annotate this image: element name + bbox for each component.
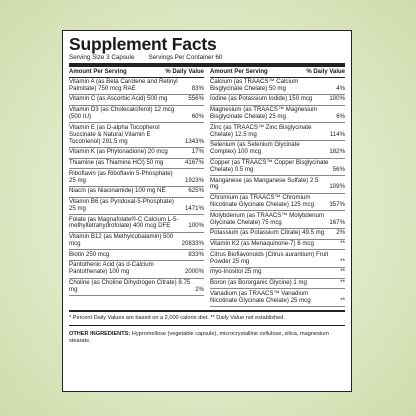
serving-info (69, 54, 345, 61)
nutrient-row (69, 233, 204, 251)
nutrient-name: Pantothenic Acid (as d-Calcium Pantothenate) 100 mg (69, 261, 154, 276)
other-ingredients-text: Hypromellose (vegetable capsule), microcrystalline cellulose, silica, magnesium stearate. (69, 330, 329, 344)
nutrient-row (69, 198, 204, 216)
nutrient-row (69, 148, 204, 159)
nutrient-row (210, 106, 345, 124)
nutrient-daily-value: 2% (336, 229, 345, 237)
nutrient-row (69, 123, 204, 148)
nutrient-daily-value: 357% (329, 201, 345, 209)
panel-title: Supplement Facts (69, 34, 217, 54)
nutrient-daily-value: 625% (188, 187, 204, 195)
nutrient-name: Iodine (as Potassium Iodide) 150 mcg (210, 95, 313, 103)
nutrient-row (210, 268, 345, 279)
nutrient-daily-value: 17% (191, 148, 204, 156)
nutrient-daily-value: 2000% (185, 268, 204, 276)
nutrient-name: Vitamin K (as Phytonadione) 20 mcg (69, 148, 168, 156)
nutrient-name: Vitamin B6 (as Pyridoxal-5-Phosphate) 25 mg (69, 197, 174, 212)
nutrient-name: Vitamin C (as Ascorbic Acid) 500 mg (69, 95, 168, 103)
nutrient-row (69, 78, 204, 96)
nutrient-daily-value: 109% (329, 183, 345, 191)
nutrient-row (69, 106, 204, 124)
nutrient-name: Biotin 250 mcg (69, 250, 110, 258)
nutrient-name: Riboflavin (as Riboflavin 5-Phosphate) 25 mg (69, 169, 173, 184)
nutrient-daily-value: ** (340, 268, 345, 276)
nutrient-row (210, 176, 345, 194)
left-column (69, 67, 204, 307)
nutrient-row (210, 123, 345, 141)
nutrient-daily-value: 4167% (185, 158, 204, 166)
left-nutrient-list (69, 78, 204, 297)
nutrient-row (210, 194, 345, 212)
nutrient-name: Citrus Bioflavonoids (Citrus aurantium) Fruit Powder 25 mg (210, 250, 329, 265)
nutrient-daily-value: 60% (191, 113, 204, 121)
nutrient-daily-value: ** (340, 278, 345, 286)
nutrient-daily-value: 2% (195, 285, 204, 293)
nutrient-daily-value: 1471% (185, 204, 204, 212)
right-nutrient-list (210, 78, 345, 307)
nutrient-daily-value: 20833% (181, 240, 204, 248)
supplement-facts-panel (62, 30, 352, 392)
nutrient-daily-value: 6% (336, 113, 345, 121)
nutrient-daily-value: 556% (188, 95, 204, 103)
right-column (210, 67, 345, 307)
nutrient-name: Choline (as Choline Dihydrogen Citrate) 8.75 mg (69, 278, 191, 293)
nutrient-row (210, 141, 345, 159)
nutrient-name: Copper (as TRAACS™ Copper Bisglycinate Chelate) 0.5 mg (210, 158, 329, 173)
nutrient-name: Selenium (as Selenium Glycinate Complex) 100 mcg (210, 141, 300, 156)
nutrient-name: Potassium (as Potassium Citrate) 49.5 mg (210, 229, 325, 237)
nutrient-daily-value: ** (340, 240, 345, 248)
amount-header: Amount Per Serving (210, 69, 268, 75)
nutrient-daily-value: 4% (336, 84, 345, 92)
dv-header: % Daily Value (306, 69, 345, 75)
servings-per-container: Servings Per Container 60 (148, 54, 223, 61)
nutrient-daily-value: 114% (329, 130, 345, 138)
nutrient-daily-value: 100% (188, 222, 204, 230)
nutrient-row (210, 240, 345, 251)
nutrient-name: Vitamin A (as Beta Carotene and Retinyl Palmitate) 750 mcg RAE (69, 77, 178, 92)
nutrient-name: Calcium (as TRAACS™ Calcium Bisglycinate Chelate) 50 mg (210, 77, 299, 92)
nutrient-row (210, 229, 345, 240)
nutrient-daily-value: 1923% (185, 176, 204, 184)
dv-header: % Daily Value (165, 69, 204, 75)
nutrient-row (210, 250, 345, 268)
nutrient-row (69, 261, 204, 279)
nutrient-row (69, 169, 204, 187)
column-header-right (210, 67, 345, 78)
nutrient-row (69, 279, 204, 297)
nutrient-name: myo-Inositol 25 mg (210, 268, 262, 276)
nutrient-row (210, 279, 345, 290)
nutrient-row (210, 95, 345, 106)
nutrient-name: Manganese (as Manganese Sulfate) 2.5 mg (210, 176, 319, 191)
nutrient-daily-value: 833% (188, 250, 204, 258)
nutrient-name: Folate (as Magnafolate®-C Calcium L-5-methyltetrahydrofolate) 400 mcg DFE (69, 215, 179, 230)
nutrient-name: Boron (as Bororganic Glycine) 1 mg (210, 278, 307, 286)
nutrient-name: Chromium (as TRAACS™ Chromium Nicotinate Glycinate Chelate) 125 mcg (210, 194, 314, 209)
nutrient-name: Vitamin K2 (as Menaquinone-7) 6 mcg (210, 240, 314, 248)
nutrient-name: Zinc (as TRAACS™ Zinc Bisglycinate Chelate) 12.5 mg (210, 123, 312, 138)
nutrient-row (69, 215, 204, 233)
nutrient-daily-value: ** (340, 257, 345, 265)
nutrient-daily-value: 56% (332, 165, 345, 173)
nutrient-row (69, 250, 204, 261)
nutrient-columns (69, 67, 345, 307)
nutrient-daily-value: 182% (329, 148, 345, 156)
nutrient-row (210, 289, 345, 307)
nutrient-row (69, 159, 204, 170)
nutrient-name: Magnesium (as TRAACS™ Magnesium Bisglycinate Chelate) 25 mg (210, 106, 318, 121)
nutrient-daily-value: 1343% (185, 137, 204, 145)
column-header-left (69, 67, 204, 78)
other-ingredients-label: OTHER INGREDIENTS: (69, 330, 131, 337)
other-ingredients (69, 326, 345, 345)
serving-size: Serving Size 3 Capsule (69, 54, 135, 61)
nutrient-daily-value: ** (340, 296, 345, 304)
nutrient-row (69, 95, 204, 106)
nutrient-row (210, 159, 345, 177)
nutrient-name: Vitamin E (as D-alpha Tocopherol Succinate & Natural Vitamin E Tocotrienol) 291.5 mg (69, 123, 160, 145)
daily-value-footnote: * Percent Daily Values are based on a 2,000 calorie diet. ** Daily Value not established. (69, 312, 345, 326)
nutrient-row (210, 211, 345, 229)
nutrient-name: Vitamin D3 (as Cholecalciferol) 12 mcg (500 IU) (69, 106, 175, 121)
nutrient-daily-value: 100% (329, 95, 345, 103)
nutrient-daily-value: 167% (329, 218, 345, 226)
nutrient-name: Thiamine (as Thiamine HCl) 50 mg (69, 158, 164, 166)
amount-header: Amount Per Serving (69, 69, 127, 75)
nutrient-name: Vitamin B12 (as Methylcobalamin) 500 mcg (69, 233, 174, 248)
nutrient-name: Niacin (as Niacinamide) 100 mg NE (69, 187, 166, 195)
nutrient-row (69, 187, 204, 198)
nutrient-row (210, 78, 345, 96)
nutrient-name: Molybdenum (as TRAACS™ Molybdenum Glycinate Chelate) 75 mcg (210, 211, 325, 226)
nutrient-daily-value: 83% (191, 84, 204, 92)
nutrient-name: Vanadium (as TRAACS™ Vanadium Nicotinate Glycinate Chelate) 25 mcg (210, 289, 311, 304)
